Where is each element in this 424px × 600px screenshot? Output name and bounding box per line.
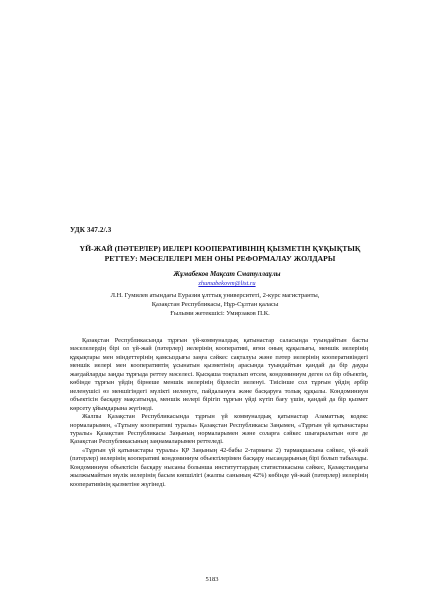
paper-title: ҮЙ-ЖАЙ (ПӘТЕРЛЕР) ИЕЛЕРІ КООПЕРАТИВІНІҢ ҚЫЗМЕТІН ҚҰҚЫҚТЫҚ РЕТТЕУ: МӘСЕЛЕЛЕРІ МЕН ОНЫ РЕФОРМАЛАУ ЖОЛДАРЫ: [79, 244, 361, 263]
author-affiliation: Л.Н. Гумилев атындағы Еуразия ұлттық университеті, 2-курс магистранты, Қазақстан Республикасы, Нұр-Сұлтан қаласы: [110, 292, 320, 308]
page-number: 5183: [205, 576, 219, 583]
body-paragraph: «Тұрғын үй қатынастары туралы» ҚР Заңының 42-бабы 2-тармағы 2) тармақшасына сәйкес, үй-жай (пәтерлер) иелерінің кооперативі кондоминиум объектілерімен басқару нысандарының бірі болып табылады. Кондоминиум объектісін басқару нысаны болынша институттардың статистикасына сәйкес, Қазақстандағы жылжымайтын мүлік иелерінің басым көпшілігі (жалпы санының 42%) көбінде үй-жай (пәтерлер) иелерінің кооперативінің қызметіне жүгінеді.: [70, 446, 368, 488]
body-paragraph: Жалпы Қазақстан Республикасында тұрғын үй коммуналдық қатынастар Азаматтық кодекс нормаларымен, «Тұтыну кооперативі туралы» Қазақстан Республикасы Заңымен, «Тұрғын үй қатынастары туралы» Қазақстан Республикасы Заңының нормаларымен және соларға сәйкес шығарылатын өзге де Қазақстан Республикасының заңнамаларымен реттеледі.: [70, 413, 368, 446]
paper-body: [70, 337, 368, 489]
udk-code: УДК 347.2/.3: [70, 226, 112, 234]
body-paragraph: Қазақстан Республикасында тұрғын үй-коммуналдық қатынастар саласында туындайтын басты мәселелердің бірі ол үй-жай (пәтерлер) иелерінің кооперативі, яғни оның құқылығы, меншік иелерінің құқықтары мен міндеттерінің қамсыздығы заңға сәйкес сақталуы және пәтер иелерінің кооперативіндегі меншік иелері мен кооперативтің ұсынатын қызметінің арасында туындайтын қандай да бір дауды жағдайларды заңды тұрғыда реттеу мәселесі. Қысқаша тоқталып өтсем, кондоминиум деген ол бір объектің, көбінде тұрғын үйдің бірнеше меншік иелерінің бірлесіп иеленуі. Тиісінше сол тұрғын үйдің әрбір иеленушісі өз меншігіндегі мүлікті иеленуге, пайдалануға және басқаруға толық құқылы. Кондоминиум объектісін басқару мақсатында, меншік иелері бірігіп тұрғын үйді күтіп бағу үшін, қандай да бір қызмет көрсету ұйымдарына жүгінеді.: [70, 337, 368, 412]
scientific-supervisor: Ғылыми жетекшісі: Умирзаков П.К.: [170, 310, 270, 317]
author-name: Жұмабеков Мақсат Сматуллаұлы: [173, 270, 281, 278]
author-email-link[interactable]: zhumabekovm@list.ru: [198, 280, 256, 287]
